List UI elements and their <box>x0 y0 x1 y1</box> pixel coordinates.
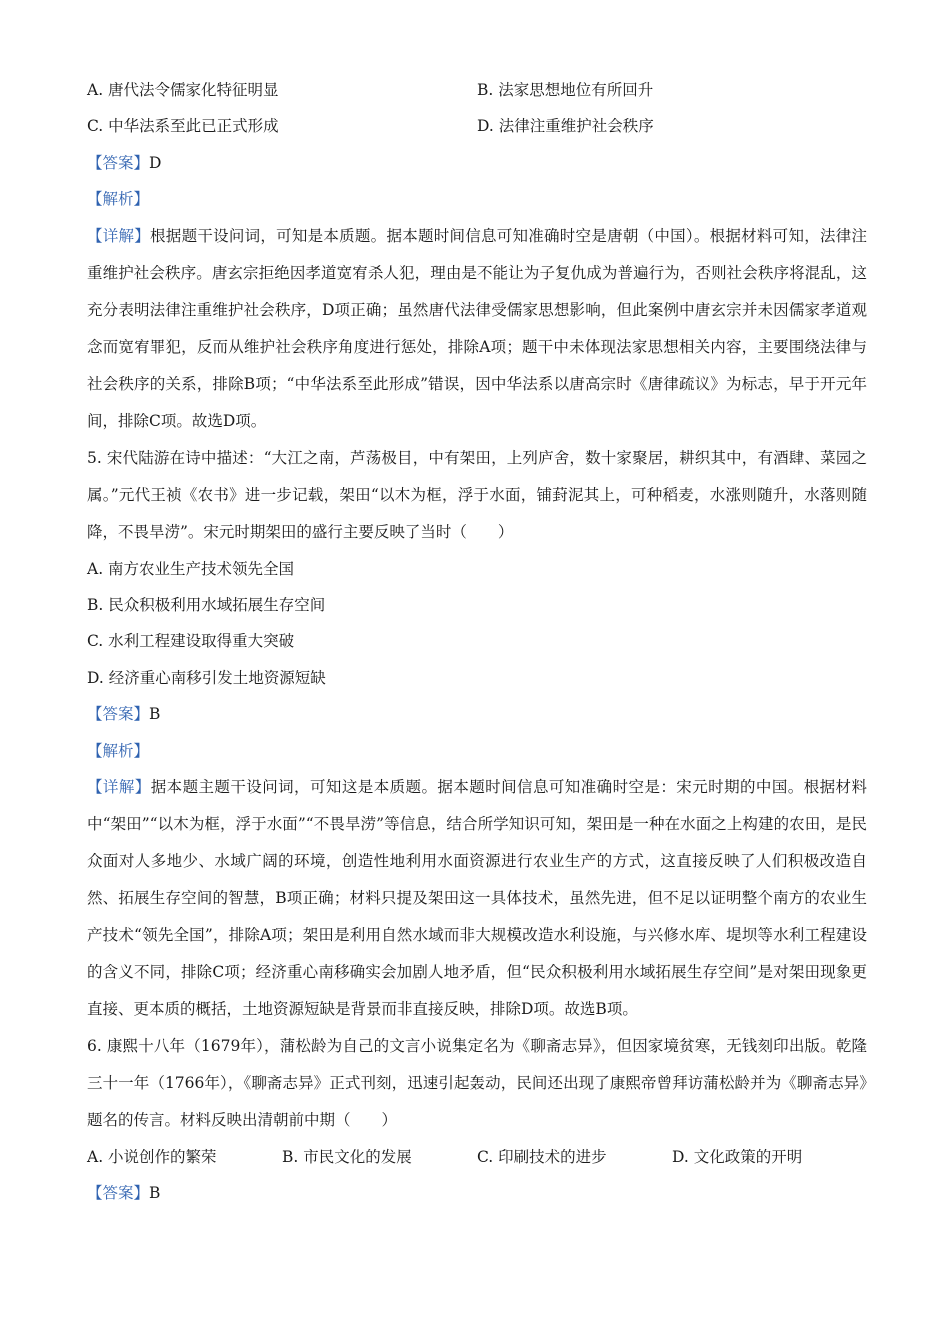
q6-options-row <box>87 1139 867 1175</box>
q5-detail <box>87 769 867 1028</box>
q6-option-d: D. 文化政策的开明 <box>672 1147 803 1166</box>
detail-text: 据本题主题干设问词，可知这是本质题。据本题时间信息可知准确时空是：宋元时期的中国。根据材料中“架田”“以木为框，浮于水面”“不畏旱涝”等信息，结合所学知识可知，架田是一种在水面之上构建的农田，是民众面对人多地少、水域广阔的环境，创造性地利用水面资源进行农业生产的方式，这直接反映了人们积极改造自然、拓展生存空间的智慧，B项正确；材料只提及架田这一具体技术，虽然先进，但不足以证明整个南方的农业生产技术“领先全国”，排除A项；架田是利用自然水域而非大规模改造水利设施，与兴修水库、堤坝等水利工程建设的含义不同，排除C项；经济重心南移确实会加剧人地矛盾，但“民众积极利用水域拓展生存空间”是对架田现象更直接、更本质的概括，土地资源短缺是背景而非直接反映，排除D项。故选B项。 <box>87 777 867 1018</box>
detail-tag: 【详解】 <box>87 777 151 796</box>
q4-options-row-1 <box>87 72 867 108</box>
q6-option-a: A. 小说创作的繁荣 <box>87 1147 217 1166</box>
q6-stem: 6. 康熙十八年（1679年），蒲松龄为自己的文言小说集定名为《聊斋志异》，但因家境贫寒，无钱刻印出版。乾隆三十一年（1766年），《聊斋志异》正式刊刻，迅速引起轰动，民间还出现了康熙帝曾拜访蒲松龄并为《聊斋志异》题名的传言。材料反映出清朝前中期（ ） <box>87 1036 867 1129</box>
q6-option-c: C. 印刷技术的进步 <box>477 1147 607 1166</box>
answer-value: D <box>149 153 162 172</box>
q4-option-b: B. 法家思想地位有所回升 <box>477 81 654 99</box>
q5-stem: 5. 宋代陆游在诗中描述：“大江之南，芦荡极目，中有架田，上列庐舍，数十家聚居，耕织其中，有酒肆、菜园之属。”元代王祯《农书》进一步记载，架田“以木为框，浮于水面，铺葑泥其上，可种稻麦，水涨则随升，水落则随降，不畏旱涝”。宋元时期架田的盛行主要反映了当时（ ） <box>87 448 867 541</box>
q5-option-a: A. 南方农业生产技术领先全国 <box>87 559 295 578</box>
q5-option-d: D. 经济重心南移引发土地资源短缺 <box>87 668 326 687</box>
q5-answer <box>87 696 867 732</box>
document-page <box>87 72 867 1212</box>
detail-tag: 【详解】 <box>87 226 151 245</box>
q4-answer <box>87 145 867 181</box>
answer-tag: 【答案】 <box>87 1184 150 1203</box>
q6-answer <box>87 1175 867 1211</box>
analysis-tag: 【解析】 <box>87 741 150 760</box>
detail-text: 根据题干设问词，可知是本质题。据本题时间信息可知准确时空是唐朝（中国）。根据材料可知，法律注重维护社会秩序。唐玄宗拒绝因孝道宽宥杀人犯，理由是不能让为子复仇成为普遍行为，否则社会秩序将混乱，这充分表明法律注重维护社会秩序，D项正确；虽然唐代法律受儒家思想影响，但此案例中唐玄宗并未因儒家孝道观念而宽宥罪犯，反而从维护社会秩序角度进行惩处，排除A项；题干中未体现法家思想相关内容，主要围绕法律与社会秩序的关系，排除B项；“中华法系至此形成”错误，因中华法系以唐高宗时《唐律疏议》为标志，早于开元年间，排除C项。故选D项。 <box>87 226 867 430</box>
q4-options-row-2 <box>87 108 867 144</box>
q4-analysis <box>87 181 867 217</box>
q5-option-c: C. 水利工程建设取得重大突破 <box>87 632 295 651</box>
answer-tag: 【答案】 <box>87 705 150 724</box>
answer-tag: 【答案】 <box>87 153 150 172</box>
q4-option-a: A. 唐代法令儒家化特征明显 <box>87 81 279 99</box>
answer-value: B <box>149 705 161 724</box>
q4-option-c: C. 中华法系至此已正式形成 <box>87 117 279 136</box>
q4-option-d: D. 法律注重维护社会秩序 <box>477 117 654 136</box>
q5-analysis <box>87 733 867 769</box>
analysis-tag: 【解析】 <box>87 190 150 209</box>
q5-option-b: B. 民众积极利用水域拓展生存空间 <box>87 595 326 614</box>
answer-value: B <box>149 1184 161 1203</box>
q6-option-b: B. 市民文化的发展 <box>282 1147 412 1166</box>
q4-detail <box>87 218 867 440</box>
